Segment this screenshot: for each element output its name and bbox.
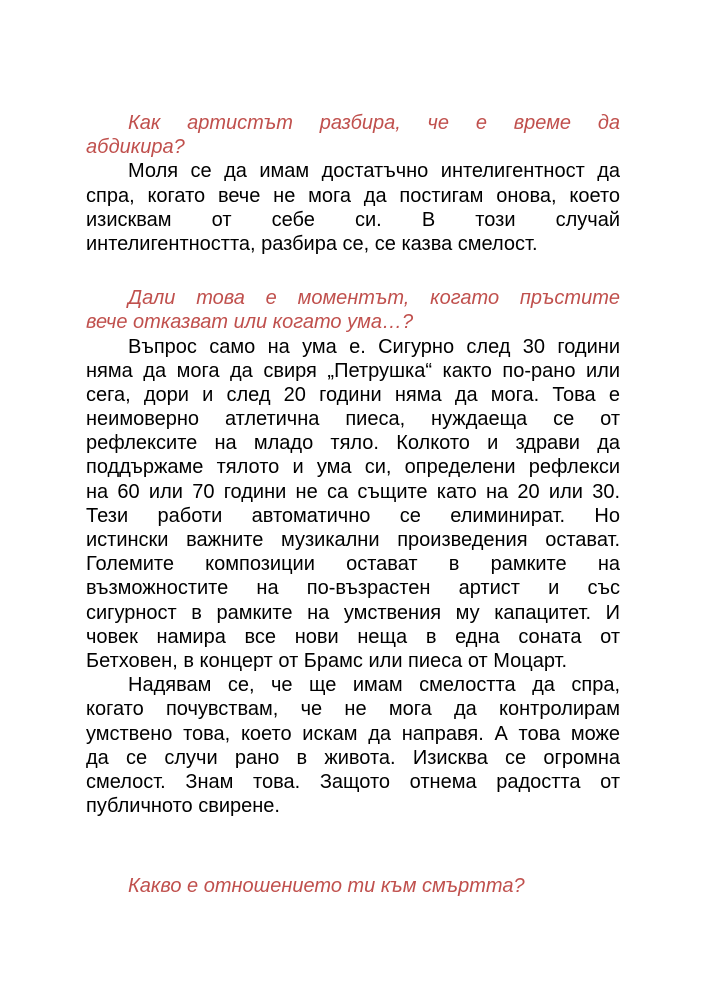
answer-line: на 60 или 70 години не са същите като на 20 или 30. (86, 480, 620, 503)
paragraph-spacer (86, 818, 620, 874)
answer-line: Бетховен, в концерт от Брамс или пиеса от Моцарт. (86, 649, 568, 672)
answer-line: умствено това, което искам да направя. А това може (86, 722, 620, 745)
document-page (86, 111, 620, 898)
question-line: Какво е отношението ти към смъртта? (128, 875, 525, 898)
answer-paragraph (86, 159, 620, 256)
answer-line: да се случи рано в живота. Изисква се огромна (86, 746, 620, 769)
answer-line: Тези работи автоматично се елиминират. Но (86, 504, 620, 527)
answer-line: Моля се да имам достатъчно интелигентност да (128, 160, 620, 183)
answer-line: Въпрос само на ума е. Сигурно след 30 години (128, 335, 620, 358)
answer-line: неимоверно атлетична пиеса, нуждаеща се от (86, 408, 620, 431)
question-paragraph (86, 874, 620, 898)
question-line: Как артистът разбира, че е време да (128, 112, 620, 134)
answer-line: възможностите на по-възрастен артист и със (86, 577, 620, 600)
answer-line: смелост. Знам това. Защото отнема радостта от (86, 770, 620, 793)
answer-line: сигурност в рамките на умствения му капацитет. И (86, 601, 620, 624)
question-paragraph (86, 111, 620, 159)
answer-line: спра, когато вече не мога да постигам онова, което (86, 184, 620, 207)
answer-line: поддържаме тялото и ума си, определени рефлекси (86, 456, 620, 479)
answer-line: сега, дори и след 20 години няма да мога. Това е (86, 383, 620, 406)
question-line: Дали това е моментът, когато пръстите (128, 287, 620, 310)
answer-line: истински важните музикални произведения остават. (86, 529, 620, 551)
answer-paragraph (86, 673, 620, 818)
answer-line: рефлексите на младо тяло. Колкото и здрави да (86, 432, 620, 455)
question-line: вече отказват или когато ума…? (86, 311, 414, 334)
paragraph-spacer (86, 256, 620, 286)
answer-line: когато почувствам, че не мога да контролирам (86, 698, 620, 721)
answer-line: изисквам от себе си. В този случай (86, 208, 620, 231)
answer-line: Големите композиции остават в рамките на (86, 553, 620, 576)
question-line: абдикира? (86, 136, 185, 159)
answer-line: Надявам се, че ще имам смелостта да спра, (128, 674, 620, 697)
answer-line: няма да мога да свиря „Петрушка“ както по-рано или (86, 359, 620, 382)
answer-line: интелигентността, разбира се, се казва смелост. (86, 232, 538, 255)
answer-line: публичното свирене. (86, 795, 280, 818)
answer-line: човек намира все нови неща в една соната от (86, 625, 620, 648)
answer-paragraph (86, 335, 620, 674)
question-paragraph (86, 286, 620, 334)
